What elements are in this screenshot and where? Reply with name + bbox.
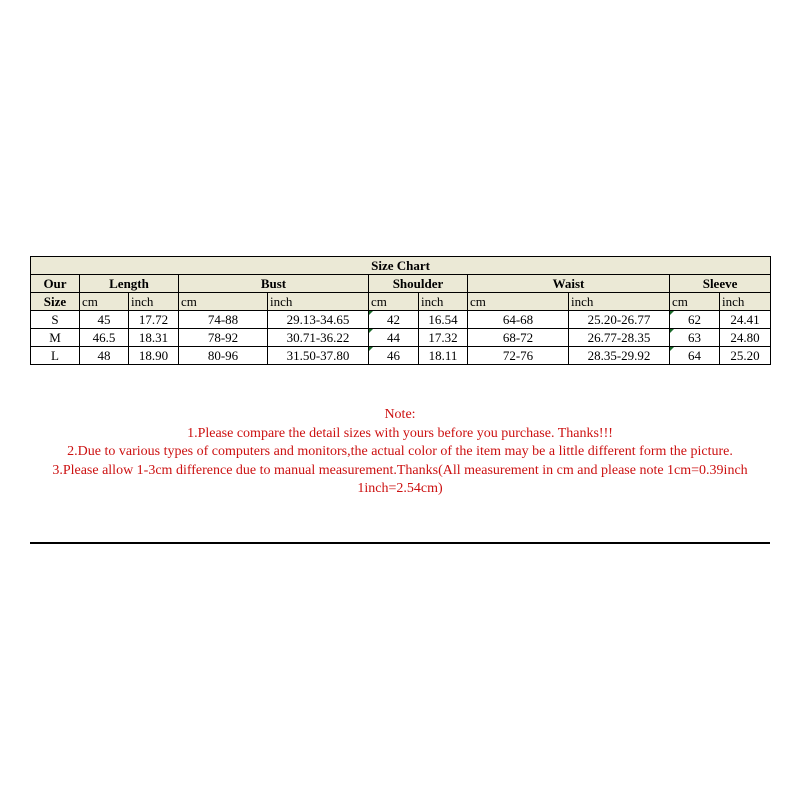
shoulder-inch-cell: 18.11: [419, 347, 468, 365]
waist-inch-cell: 26.77-28.35: [569, 329, 670, 347]
bust-header: Bust: [179, 275, 369, 293]
waist-header: Waist: [468, 275, 670, 293]
shoulder-header: Shoulder: [369, 275, 468, 293]
length-cm-cell: 45: [80, 311, 129, 329]
size-chart-sheet: [30, 256, 770, 544]
length-inch-cell: 17.72: [129, 311, 179, 329]
bust-inch-cell: 31.50-37.80: [268, 347, 369, 365]
bust-cm-cell: 78-92: [179, 329, 268, 347]
waist-inch-unit: inch: [569, 293, 670, 311]
bust-cm-cell: 74-88: [179, 311, 268, 329]
table-title: Size Chart: [31, 257, 771, 275]
length-header: Length: [80, 275, 179, 293]
sleeve-inch-cell: 24.41: [720, 311, 771, 329]
note-line-3: 3.Please allow 1-3cm difference due to manual measurement.Thanks(All measurement in cm and please note 1cm=0.39inch: [52, 462, 748, 478]
bust-inch-unit: inch: [268, 293, 369, 311]
shoulder-inch-cell: 17.32: [419, 329, 468, 347]
sleeve-cm-cell: 64: [670, 347, 720, 365]
cell-comment-marker: [670, 329, 674, 333]
waist-inch-cell: 28.35-29.92: [569, 347, 670, 365]
cell-comment-marker: [670, 311, 674, 315]
length-inch-cell: 18.31: [129, 329, 179, 347]
length-inch-unit: inch: [129, 293, 179, 311]
sleeve-inch-cell: 25.20: [720, 347, 771, 365]
waist-cm-cell: 64-68: [468, 311, 569, 329]
size-cell: L: [31, 347, 80, 365]
sleeve-inch-unit: inch: [720, 293, 771, 311]
note-line-4: 1inch=2.54cm): [357, 481, 443, 496]
bust-cm-cell: 80-96: [179, 347, 268, 365]
waist-cm-cell: 72-76: [468, 347, 569, 365]
table-row: [31, 347, 771, 365]
waist-inch-cell: 25.20-26.77: [569, 311, 670, 329]
length-inch-cell: 18.90: [129, 347, 179, 365]
bust-inch-cell: 30.71-36.22: [268, 329, 369, 347]
bust-cm-unit: cm: [179, 293, 268, 311]
sleeve-cm-cell: 63: [670, 329, 720, 347]
table-row: [31, 311, 771, 329]
waist-cm-unit: cm: [468, 293, 569, 311]
cell-comment-marker: [369, 311, 373, 315]
size-chart-table: [30, 256, 771, 365]
sleeve-inch-cell: 24.80: [720, 329, 771, 347]
group-header-row: [31, 275, 771, 293]
length-cm-unit: cm: [80, 293, 129, 311]
bust-inch-cell: 29.13-34.65: [268, 311, 369, 329]
shoulder-cm-cell: 46: [369, 347, 419, 365]
cell-comment-marker: [670, 347, 674, 351]
shoulder-cm-unit: cm: [369, 293, 419, 311]
unit-header-row: [31, 293, 771, 311]
shoulder-inch-unit: inch: [419, 293, 468, 311]
table-row: [31, 329, 771, 347]
size-header-bottom: Size: [31, 293, 80, 311]
notes-title: Note:: [384, 407, 416, 422]
sleeve-cm-cell: 62: [670, 311, 720, 329]
waist-cm-cell: 68-72: [468, 329, 569, 347]
shoulder-cm-cell: 42: [369, 311, 419, 329]
shoulder-cm-cell: 44: [369, 329, 419, 347]
shoulder-inch-cell: 16.54: [419, 311, 468, 329]
note-line-1: 1.Please compare the detail sizes with yours before you purchase. Thanks!!!: [187, 425, 613, 441]
notes-block: [30, 406, 770, 499]
sleeve-cm-unit: cm: [670, 293, 720, 311]
length-cm-cell: 46.5: [80, 329, 129, 347]
size-cell: M: [31, 329, 80, 347]
note-line-2: 2.Due to various types of computers and monitors,the actual color of the item may be a little different form the picture.: [67, 444, 733, 459]
cell-comment-marker: [369, 347, 373, 351]
size-cell: S: [31, 311, 80, 329]
sleeve-header: Sleeve: [670, 275, 771, 293]
size-header-top: Our: [31, 275, 80, 293]
cell-comment-marker: [369, 329, 373, 333]
length-cm-cell: 48: [80, 347, 129, 365]
